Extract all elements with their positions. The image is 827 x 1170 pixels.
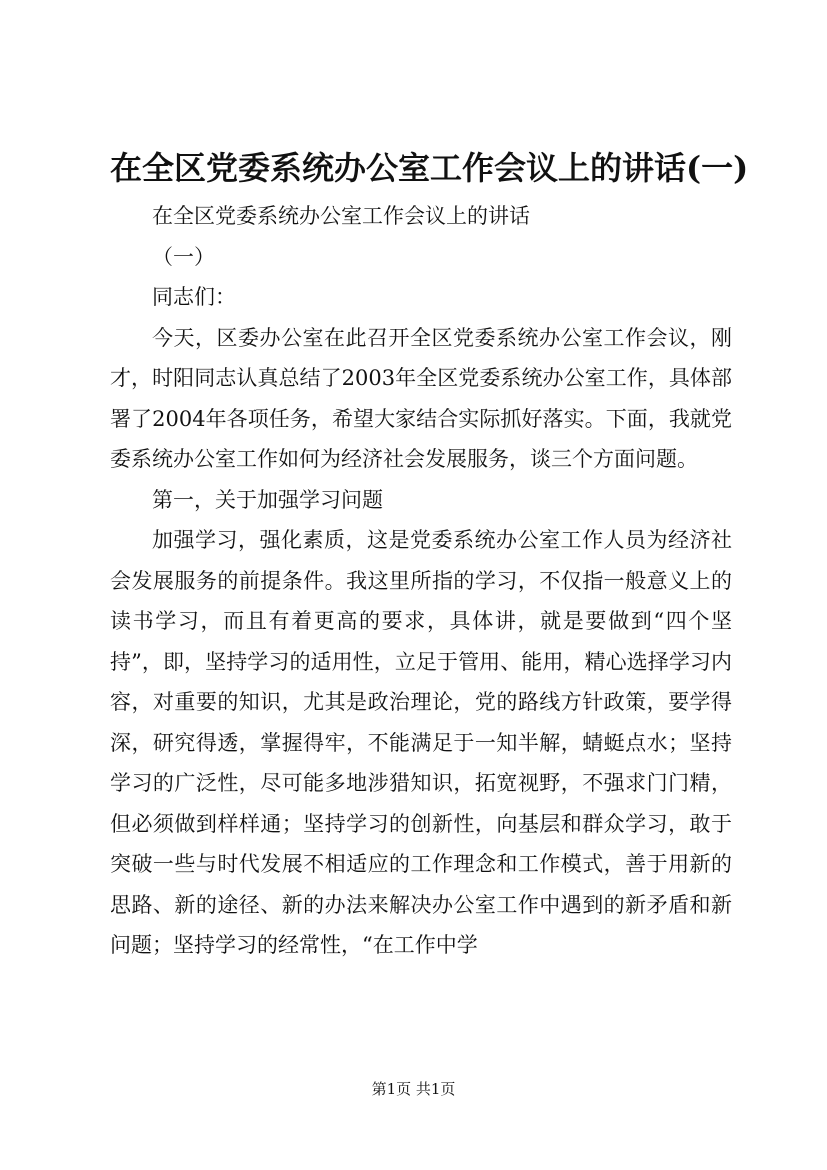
subtitle-line: 在全区党委系统办公室工作会议上的讲话 — [152, 204, 530, 228]
subtitle-number: （一） — [152, 244, 215, 269]
document-body — [110, 196, 732, 966]
page-number-footer: 第1页 共1页 — [371, 1080, 456, 1098]
paragraph-study: 加强学习，强化素质，这是党委系统办公室工作人员为经济社会发展服务的前提条件。我这里所指的学习，不仅指一般意义上的读书学习，而且有着更高的要求，具体讲，就是要做到“四个坚持”，即，坚持学习的适用性，立足于管用、能用，精心选择学习内容，对重要的知识，尤其是政治理论，党的路线方针政策，要学得深，研究得透，掌握得牢，不能满足于一知半解，蜻蜓点水；坚持学习的广泛性，尽可能多地涉猎知识，拓宽视野，不强求门门精，但必须做到样样通；坚持学习的创新性，向基层和群众学习，敢于突破一些与时代发展不相适应的工作理念和工作模式，善于用新的思路、新的途径、新的办法来解决办公室工作中遇到的新矛盾和新问题；坚持学习的经常性，“在工作中学 — [110, 528, 732, 957]
section-heading-first: 第一，关于加强学习问题 — [152, 487, 383, 512]
document-title: 在全区党委系统办公室工作会议上的讲话(一) — [110, 149, 749, 187]
paragraph-intro: 今天，区委办公室在此召开全区党委系统办公室工作会议，刚才，时阳同志认真总结了2003年全区党委系统办公室工作，具体部署了2004年各项任务，希望大家结合实际抓好落实。下面，我就党委系统办公室工作如何为经济社会发展服务，谈三个方面问题。 — [110, 325, 732, 471]
salutation: 同志们： — [152, 285, 236, 309]
